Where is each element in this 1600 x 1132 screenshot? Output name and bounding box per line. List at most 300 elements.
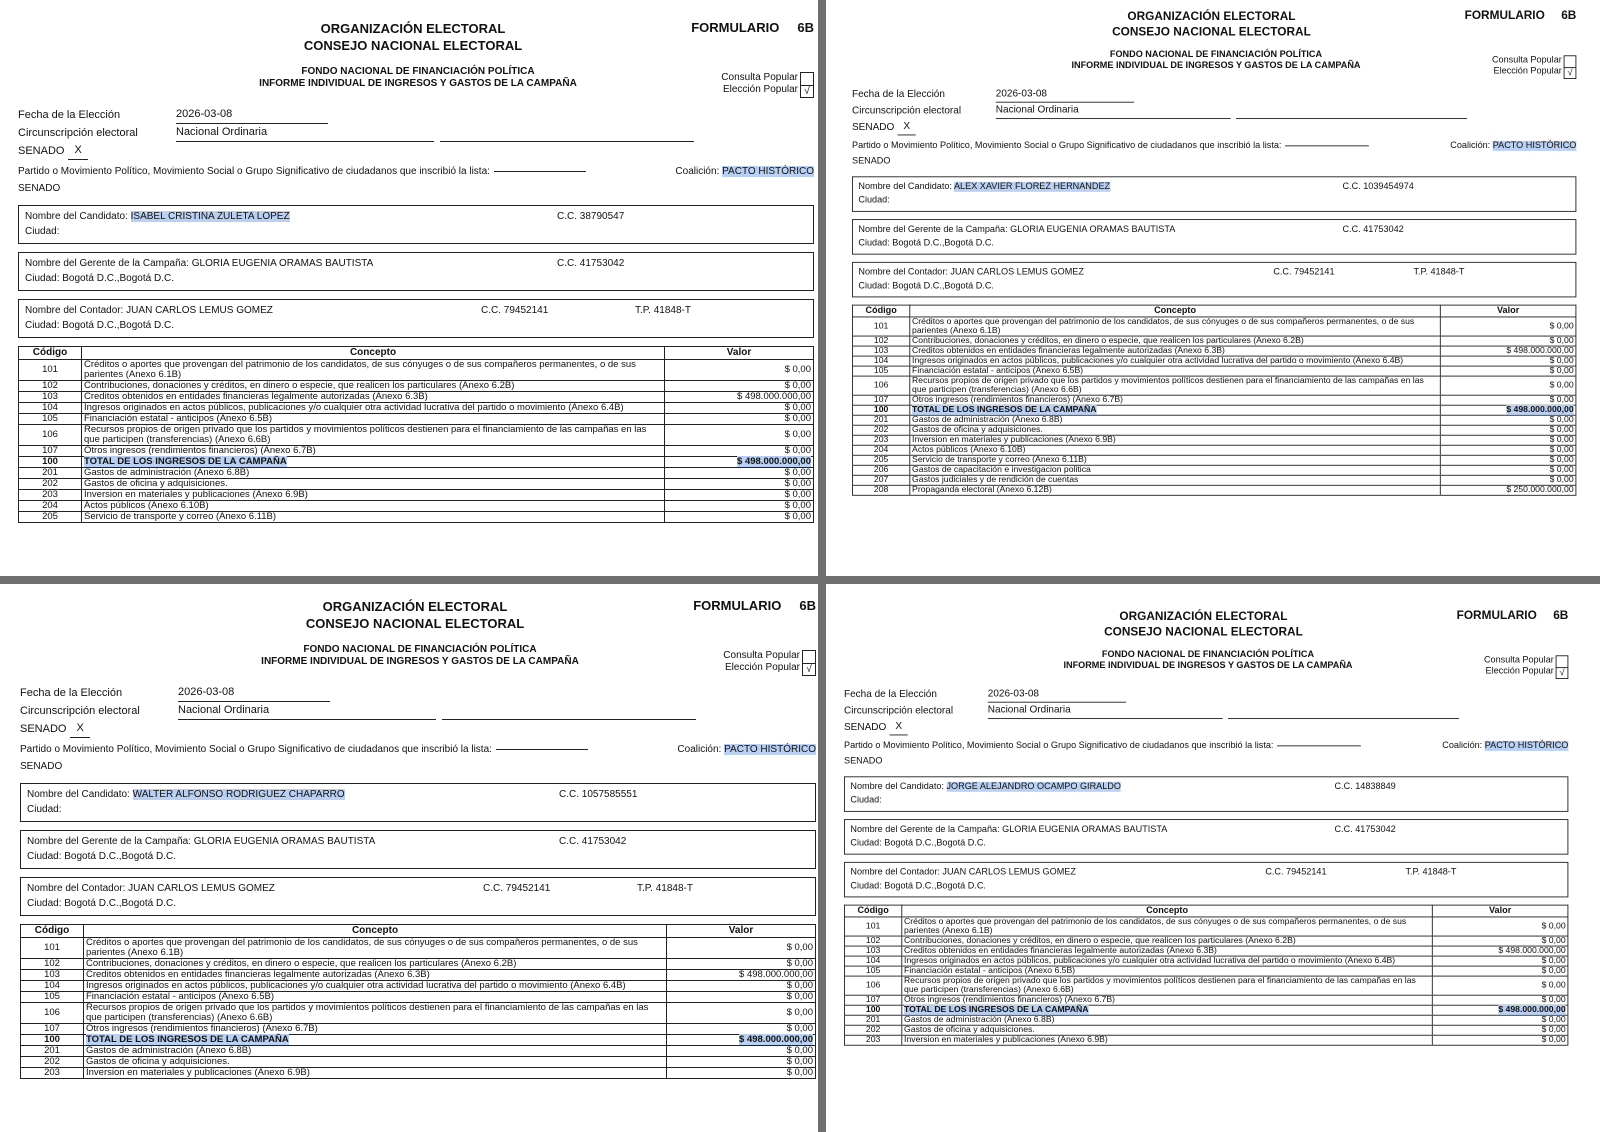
election-type-checkbox bbox=[800, 72, 814, 98]
row-codigo: 106 bbox=[21, 1003, 84, 1024]
form-header bbox=[18, 20, 814, 106]
contador-box bbox=[18, 299, 814, 338]
table-row bbox=[844, 1035, 1567, 1045]
election-meta bbox=[852, 86, 1576, 169]
col-valor: Valor bbox=[665, 347, 814, 360]
coalicion-label: Coalición: bbox=[677, 744, 722, 755]
col-codigo: Código bbox=[852, 305, 909, 317]
row-concepto: Gastos de oficina y adquisiciones. bbox=[904, 1024, 1035, 1035]
table-row bbox=[21, 1035, 816, 1046]
row-concepto: Recursos propios de origen privado que los partidos y movimientos políticos destienen para el financiamiento de las campañas en las que participen (transferencias) (Anexo 6.6B) bbox=[86, 1002, 649, 1023]
candidate-cc: C.C. 1039454974 bbox=[1342, 181, 1414, 192]
check-mark-icon: √ bbox=[1567, 68, 1573, 79]
row-codigo: 102 bbox=[21, 959, 84, 970]
row-codigo: 208 bbox=[852, 485, 909, 495]
table-row bbox=[21, 959, 816, 970]
row-concepto: Ingresos originados en actos públicos, publicaciones y/o cualquier otra actividad lucrativa del partido o movimiento (Anexo 6.4B) bbox=[904, 955, 1396, 966]
eleccion-popular-label: Elección Popular bbox=[1493, 66, 1562, 77]
row-concepto: Contribuciones, donaciones y créditos, en dinero o especie, que realicen los particulares (Anexo 6.2B) bbox=[84, 380, 515, 391]
formulario-code: 6B bbox=[1553, 608, 1569, 622]
table-row bbox=[21, 970, 816, 981]
row-valor: $ 250.000.000,00 bbox=[1506, 484, 1574, 495]
row-valor: $ 0,00 bbox=[784, 500, 811, 511]
coalicion-label: Coalición: bbox=[1442, 740, 1483, 751]
senado-line: SENADO bbox=[844, 756, 883, 767]
document-panel-1 bbox=[0, 0, 818, 576]
table-row bbox=[21, 1068, 816, 1079]
row-valor: $ 0,00 bbox=[1549, 424, 1574, 435]
row-concepto: Gastos de administración (Anexo 6.8B) bbox=[84, 467, 250, 478]
org-line-1: ORGANIZACIÓN ELECTORAL bbox=[322, 599, 508, 614]
form-6b-document bbox=[852, 8, 1576, 496]
consulta-popular-label: Consulta Popular bbox=[1491, 55, 1562, 66]
org-line-1: ORGANIZACIÓN ELECTORAL bbox=[320, 21, 506, 36]
senado-label: SENADO bbox=[20, 723, 67, 735]
election-meta bbox=[20, 684, 816, 775]
table-row bbox=[19, 414, 814, 425]
row-codigo: 105 bbox=[19, 414, 82, 425]
contador-ciudad: Ciudad: Bogotá D.C.,Bogotá D.C. bbox=[27, 898, 176, 909]
table-row bbox=[852, 485, 1575, 495]
circunscripcion-value: Nacional Ordinaria bbox=[988, 703, 1223, 719]
election-type bbox=[1492, 55, 1576, 77]
gerente-name: GLORIA EUGENIA ORAMAS BAUTISTA bbox=[191, 258, 374, 269]
contador-name: JUAN CARLOS LEMUS GOMEZ bbox=[126, 305, 273, 316]
row-concepto: Otros ingresos (rendimientos financieros) (Anexo 6.7B) bbox=[84, 445, 316, 456]
senado-mark: X bbox=[68, 142, 87, 160]
fondo-line-1: FONDO NACIONAL DE FINANCIACIÓN POLÍTICA bbox=[1109, 49, 1323, 60]
row-codigo: 101 bbox=[852, 317, 909, 336]
contador-box bbox=[852, 262, 1576, 297]
candidate-name: ISABEL CRISTINA ZULETA LOPEZ bbox=[130, 211, 290, 222]
table-row bbox=[19, 512, 814, 523]
table-row bbox=[852, 336, 1575, 346]
row-valor: $ 498.000.000,00 bbox=[1506, 404, 1574, 415]
row-codigo: 107 bbox=[21, 1024, 84, 1035]
table-row bbox=[852, 425, 1575, 435]
formulario-code: 6B bbox=[1561, 8, 1577, 22]
candidate-box bbox=[844, 776, 1568, 811]
election-type-checkbox bbox=[1556, 655, 1569, 679]
col-valor: Valor bbox=[667, 925, 816, 938]
row-codigo: 201 bbox=[21, 1046, 84, 1057]
row-valor: $ 0,00 bbox=[784, 478, 811, 489]
col-codigo: Código bbox=[844, 905, 901, 917]
circunscripcion-label: Circunscripción electoral bbox=[844, 705, 954, 717]
table-row bbox=[21, 1024, 816, 1035]
table-row bbox=[19, 403, 814, 414]
table-row bbox=[844, 1005, 1567, 1015]
election-type bbox=[1484, 655, 1568, 677]
row-concepto: Servicio de transporte y correo (Anexo 6.11B) bbox=[84, 511, 277, 522]
candidato-label: Nombre del Candidato: bbox=[850, 781, 944, 792]
row-concepto: Créditos o aportes que provengan del patrimonio de los candidatos, de sus cónyuges o de sus compañeros permanentes, o de sus parientes (Anexo 6.1B) bbox=[86, 937, 638, 958]
table-row bbox=[21, 992, 816, 1003]
row-concepto: Gastos de administración (Anexo 6.8B) bbox=[904, 1014, 1055, 1025]
senado-label: SENADO bbox=[844, 721, 887, 733]
candidate-cc: C.C. 14838849 bbox=[1334, 781, 1396, 792]
row-concepto: Ingresos originados en actos públicos, publicaciones y/o cualquier otra actividad lucrativa del partido o movimiento (Anexo 6.4B) bbox=[86, 980, 626, 991]
row-concepto: TOTAL DE LOS INGRESOS DE LA CAMPAÑA bbox=[84, 456, 287, 467]
table-row bbox=[852, 395, 1575, 405]
gerente-label: Nombre del Gerente de la Campaña: bbox=[858, 224, 1008, 235]
form-6b-document bbox=[18, 20, 814, 523]
fondo-line-1: FONDO NACIONAL DE FINANCIACIÓN POLÍTICA bbox=[1101, 649, 1315, 660]
row-valor: $ 0,00 bbox=[1549, 414, 1574, 425]
row-valor: $ 0,00 bbox=[786, 942, 813, 953]
contador-box bbox=[844, 862, 1568, 897]
col-valor: Valor bbox=[1440, 305, 1576, 317]
table-row bbox=[19, 381, 814, 392]
circunscripcion-line bbox=[442, 719, 696, 720]
fecha-label: Fecha de la Elección bbox=[20, 687, 123, 699]
row-concepto: Créditos o aportes que provengan del patrimonio de los candidatos, de sus cónyuges o de sus compañeros permanentes, o de sus parientes (Anexo 6.1B) bbox=[912, 316, 1415, 336]
row-concepto: Gastos de capacitación e investigacion politica bbox=[912, 464, 1091, 475]
gerente-cc: C.C. 41753042 bbox=[559, 836, 627, 847]
senado-line: SENADO bbox=[18, 183, 61, 194]
table-row bbox=[21, 1057, 816, 1068]
partido-label: Partido o Movimiento Político, Movimiento Social o Grupo Significativo de ciudadanos que inscribió la lista: bbox=[844, 740, 1274, 751]
table-row bbox=[844, 1015, 1567, 1025]
candidato-label: Nombre del Candidato: bbox=[858, 181, 952, 192]
check-mark-icon: √ bbox=[1559, 668, 1565, 679]
gerente-box bbox=[20, 830, 816, 869]
row-valor: $ 0,00 bbox=[784, 364, 811, 375]
fecha-value: 2026-03-08 bbox=[176, 106, 328, 124]
org-line-2: CONSEJO NACIONAL ELECTORAL bbox=[1104, 624, 1303, 639]
fondo-title bbox=[210, 644, 630, 668]
organization-title bbox=[1053, 608, 1353, 639]
fondo-line-2: INFORME INDIVIDUAL DE INGRESOS Y GASTOS DE LA CAMPAÑA bbox=[1071, 60, 1361, 71]
row-valor: $ 0,00 bbox=[1541, 935, 1566, 946]
coalicion-label: Coalición: bbox=[675, 166, 720, 177]
candidate-ciudad: Ciudad: bbox=[850, 795, 882, 806]
row-codigo: 207 bbox=[852, 475, 909, 485]
candidate-ciudad: Ciudad: bbox=[25, 226, 60, 237]
table-row bbox=[19, 490, 814, 501]
election-type-checkbox bbox=[1564, 55, 1577, 79]
fondo-title bbox=[1017, 650, 1399, 672]
table-row bbox=[852, 445, 1575, 455]
gerente-box bbox=[844, 819, 1568, 854]
row-valor: $ 0,00 bbox=[1549, 335, 1574, 346]
fecha-value: 2026-03-08 bbox=[178, 684, 330, 702]
table-row bbox=[852, 415, 1575, 425]
row-codigo: 102 bbox=[19, 381, 82, 392]
contador-box bbox=[20, 877, 816, 916]
senado-mark: X bbox=[890, 719, 908, 735]
row-valor: $ 0,00 bbox=[1541, 965, 1566, 976]
fondo-line-2: INFORME INDIVIDUAL DE INGRESOS Y GASTOS DE LA CAMPAÑA bbox=[1063, 660, 1353, 671]
row-codigo: 205 bbox=[19, 512, 82, 523]
table-row bbox=[844, 966, 1567, 976]
org-line-2: CONSEJO NACIONAL ELECTORAL bbox=[305, 616, 525, 631]
circunscripcion-label: Circunscripción electoral bbox=[852, 105, 962, 117]
row-valor: $ 0,00 bbox=[1541, 1034, 1566, 1045]
row-concepto: Inversion en materiales y publicaciones (Anexo 6.9B) bbox=[912, 434, 1116, 445]
row-codigo: 202 bbox=[21, 1057, 84, 1068]
formulario-code: 6B bbox=[797, 20, 814, 35]
row-codigo: 107 bbox=[844, 995, 901, 1005]
gerente-label: Nombre del Gerente de la Campaña: bbox=[27, 836, 191, 847]
row-concepto: Actos públicos (Anexo 6.10B) bbox=[84, 500, 209, 511]
row-concepto: Financiación estatal - anticipos (Anexo 6.5B) bbox=[84, 413, 272, 424]
row-codigo: 103 bbox=[844, 946, 901, 956]
contador-label: Nombre del Contador: bbox=[27, 883, 126, 894]
contador-cc: C.C. 79452141 bbox=[481, 305, 549, 316]
contador-label: Nombre del Contador: bbox=[858, 267, 948, 278]
table-row bbox=[21, 938, 816, 959]
row-valor: $ 0,00 bbox=[786, 1056, 813, 1067]
form-code bbox=[1457, 608, 1569, 622]
fondo-line-1: FONDO NACIONAL DE FINANCIACIÓN POLÍTICA bbox=[303, 644, 537, 655]
row-valor: $ 0,00 bbox=[784, 402, 811, 413]
circunscripcion-line bbox=[440, 141, 694, 142]
row-concepto: Contribuciones, donaciones y créditos, en dinero o especie, que realicen los particulares (Anexo 6.2B) bbox=[86, 958, 517, 969]
row-valor: $ 0,00 bbox=[1549, 464, 1574, 475]
check-mark-icon: √ bbox=[806, 664, 812, 675]
circunscripcion-value: Nacional Ordinaria bbox=[178, 702, 436, 720]
col-concepto: Concepto bbox=[910, 305, 1441, 317]
contador-name: JUAN CARLOS LEMUS GOMEZ bbox=[950, 267, 1084, 278]
senado-line: SENADO bbox=[852, 156, 891, 167]
form-code bbox=[691, 20, 814, 35]
row-codigo: 205 bbox=[852, 455, 909, 465]
row-valor: $ 0,00 bbox=[786, 991, 813, 1002]
row-concepto: Gastos de administración (Anexo 6.8B) bbox=[86, 1045, 252, 1056]
table-row bbox=[19, 392, 814, 403]
table-row bbox=[19, 360, 814, 381]
row-codigo: 106 bbox=[852, 376, 909, 395]
formulario-label: FORMULARIO bbox=[1464, 8, 1545, 22]
row-valor: $ 498.000.000,00 bbox=[739, 1034, 813, 1045]
table-row bbox=[844, 976, 1567, 995]
table-row bbox=[844, 946, 1567, 956]
candidate-box bbox=[18, 205, 814, 244]
row-valor: $ 0,00 bbox=[784, 429, 811, 440]
row-codigo: 203 bbox=[852, 435, 909, 445]
table-row bbox=[21, 1046, 816, 1057]
candidate-cc: C.C. 1057585551 bbox=[559, 789, 638, 800]
circunscripcion-value: Nacional Ordinaria bbox=[176, 124, 434, 142]
gerente-name: GLORIA EUGENIA ORAMAS BAUTISTA bbox=[193, 836, 376, 847]
contador-cc: C.C. 79452141 bbox=[1273, 267, 1335, 278]
table-row bbox=[852, 435, 1575, 445]
coalicion-value: PACTO HISTÓRICO bbox=[1484, 740, 1569, 751]
election-type bbox=[721, 72, 814, 96]
organization-title bbox=[250, 598, 580, 632]
row-concepto: Inversion en materiales y publicaciones (Anexo 6.9B) bbox=[84, 489, 308, 500]
row-concepto: Creditos obtenidos en entidades financieras legalmente autorizadas (Anexo 6.3B) bbox=[84, 391, 428, 402]
election-meta bbox=[844, 686, 1568, 769]
row-concepto: Recursos propios de origen privado que los partidos y movimientos políticos destienen para el financiamiento de las campañas en las que participen (transferencias) (Anexo 6.6B) bbox=[84, 424, 647, 445]
ingresos-gastos-table bbox=[20, 924, 816, 1079]
gerente-name: GLORIA EUGENIA ORAMAS BAUTISTA bbox=[1010, 224, 1176, 235]
row-concepto: Creditos obtenidos en entidades financieras legalmente autorizadas (Anexo 6.3B) bbox=[912, 345, 1225, 356]
row-valor: $ 0,00 bbox=[1541, 1014, 1566, 1025]
row-valor: $ 0,00 bbox=[1541, 994, 1566, 1005]
contador-tp: T.P. 41848-T bbox=[635, 305, 691, 316]
partido-line bbox=[18, 163, 814, 180]
row-valor: $ 0,00 bbox=[1549, 321, 1574, 332]
table-row bbox=[852, 356, 1575, 366]
row-concepto: Financiación estatal - anticipos (Anexo 6.5B) bbox=[904, 965, 1076, 976]
row-concepto: Recursos propios de origen privado que los partidos y movimientos políticos destienen para el financiamiento de las campañas en las que participen (transferencias) (Anexo 6.6B) bbox=[904, 975, 1416, 995]
fecha-label: Fecha de la Elección bbox=[852, 88, 945, 100]
gerente-cc: C.C. 41753042 bbox=[1342, 224, 1404, 235]
row-valor: $ 0,00 bbox=[786, 958, 813, 969]
table-row bbox=[844, 1025, 1567, 1035]
senado-label: SENADO bbox=[852, 121, 895, 133]
row-valor: $ 498.000.000,00 bbox=[739, 969, 813, 980]
row-concepto: Ingresos originados en actos públicos, publicaciones y/o cualquier otra actividad lucrativa del partido o movimiento (Anexo 6.4B) bbox=[912, 355, 1404, 366]
formulario-code: 6B bbox=[799, 598, 816, 613]
formulario-label: FORMULARIO bbox=[693, 598, 782, 613]
table-row bbox=[852, 376, 1575, 395]
org-line-1: ORGANIZACIÓN ELECTORAL bbox=[1127, 8, 1296, 23]
row-codigo: 201 bbox=[852, 415, 909, 425]
gerente-ciudad: Ciudad: Bogotá D.C.,Bogotá D.C. bbox=[850, 838, 986, 849]
partido-line bbox=[20, 741, 816, 758]
formulario-label: FORMULARIO bbox=[691, 20, 780, 35]
row-valor: $ 0,00 bbox=[1541, 955, 1566, 966]
gerente-box bbox=[852, 219, 1576, 254]
election-type-checkbox bbox=[802, 650, 816, 676]
organization-title bbox=[1061, 8, 1361, 39]
table-row bbox=[19, 425, 814, 446]
eleccion-popular-label: Elección Popular bbox=[722, 84, 798, 95]
circunscripcion-label: Circunscripción electoral bbox=[20, 705, 140, 717]
formulario-label: FORMULARIO bbox=[1456, 608, 1537, 622]
row-codigo: 106 bbox=[844, 976, 901, 995]
fecha-value: 2026-03-08 bbox=[988, 686, 1126, 702]
consulta-popular-label: Consulta Popular bbox=[721, 72, 798, 83]
eleccion-popular-label: Elección Popular bbox=[724, 662, 800, 673]
row-codigo: 201 bbox=[844, 1015, 901, 1025]
partido-line bbox=[844, 738, 1568, 753]
fecha-value: 2026-03-08 bbox=[996, 86, 1134, 102]
contador-ciudad: Ciudad: Bogotá D.C.,Bogotá D.C. bbox=[858, 281, 994, 292]
row-codigo: 100 bbox=[844, 1005, 901, 1015]
gerente-cc: C.C. 41753042 bbox=[557, 258, 625, 269]
row-codigo: 105 bbox=[21, 992, 84, 1003]
col-codigo: Código bbox=[19, 347, 82, 360]
contador-tp: T.P. 41848-T bbox=[1413, 267, 1465, 278]
table-row bbox=[21, 1003, 816, 1024]
row-codigo: 100 bbox=[852, 405, 909, 415]
org-line-2: CONSEJO NACIONAL ELECTORAL bbox=[303, 38, 523, 53]
partido-label: Partido o Movimiento Político, Movimiento Social o Grupo Significativo de ciudadanos que inscribió la lista: bbox=[20, 744, 492, 755]
coalicion-label: Coalición: bbox=[1450, 140, 1491, 151]
candidato-label: Nombre del Candidato: bbox=[25, 211, 128, 222]
fecha-label: Fecha de la Elección bbox=[844, 688, 937, 700]
row-valor: $ 0,00 bbox=[1549, 474, 1574, 485]
candidate-name: JORGE ALEJANDRO OCAMPO GIRALDO bbox=[946, 781, 1121, 792]
row-valor: $ 0,00 bbox=[784, 489, 811, 500]
ingresos-gastos-table bbox=[18, 346, 814, 523]
contador-name: JUAN CARLOS LEMUS GOMEZ bbox=[942, 867, 1076, 878]
check-mark-icon: √ bbox=[804, 86, 810, 97]
row-concepto: Otros ingresos (rendimientos financieros) (Anexo 6.7B) bbox=[904, 994, 1115, 1005]
contador-cc: C.C. 79452141 bbox=[483, 883, 551, 894]
gerente-cc: C.C. 41753042 bbox=[1334, 824, 1396, 835]
row-valor: $ 498.000.000,00 bbox=[1498, 1004, 1566, 1015]
row-concepto: Otros ingresos (rendimientos financieros) (Anexo 6.7B) bbox=[912, 394, 1123, 405]
fondo-title bbox=[208, 66, 628, 90]
row-valor: $ 0,00 bbox=[1549, 365, 1574, 376]
row-valor: $ 0,00 bbox=[784, 445, 811, 456]
row-valor: $ 0,00 bbox=[1549, 380, 1574, 391]
row-valor: $ 0,00 bbox=[1549, 444, 1574, 455]
row-concepto: Creditos obtenidos en entidades financieras legalmente autorizadas (Anexo 6.3B) bbox=[86, 969, 430, 980]
row-codigo: 203 bbox=[844, 1035, 901, 1045]
fondo-line-2: INFORME INDIVIDUAL DE INGRESOS Y GASTOS DE LA CAMPAÑA bbox=[261, 656, 579, 667]
row-valor: $ 0,00 bbox=[786, 1045, 813, 1056]
col-concepto: Concepto bbox=[82, 347, 665, 360]
row-codigo: 107 bbox=[852, 395, 909, 405]
row-valor: $ 0,00 bbox=[786, 1007, 813, 1018]
row-concepto: Gastos de oficina y adquisiciones. bbox=[86, 1056, 230, 1067]
row-valor: $ 0,00 bbox=[1549, 434, 1574, 445]
contador-label: Nombre del Contador: bbox=[850, 867, 940, 878]
row-valor: $ 0,00 bbox=[1549, 394, 1574, 405]
row-concepto: Gastos de oficina y adquisiciones. bbox=[84, 478, 228, 489]
row-concepto: Créditos o aportes que provengan del patrimonio de los candidatos, de sus cónyuges o de sus compañeros permanentes, o de sus parientes (Anexo 6.1B) bbox=[84, 359, 636, 380]
contador-label: Nombre del Contador: bbox=[25, 305, 124, 316]
candidate-box bbox=[20, 783, 816, 822]
form-header bbox=[20, 598, 816, 684]
circunscripcion-line bbox=[1236, 118, 1467, 119]
row-codigo: 203 bbox=[21, 1068, 84, 1079]
table-row bbox=[19, 479, 814, 490]
coalicion-value: PACTO HISTÓRICO bbox=[724, 744, 816, 755]
contador-tp: T.P. 41848-T bbox=[1405, 867, 1457, 878]
table-row bbox=[844, 917, 1567, 936]
candidate-name: ALEX XAVIER FLOREZ HERNANDEZ bbox=[953, 181, 1111, 192]
row-codigo: 102 bbox=[844, 936, 901, 946]
row-codigo: 104 bbox=[19, 403, 82, 414]
senado-mark: X bbox=[898, 119, 916, 135]
senado-mark: X bbox=[70, 720, 89, 738]
table-row bbox=[852, 465, 1575, 475]
eleccion-popular-label: Elección Popular bbox=[1485, 666, 1554, 677]
row-codigo: 101 bbox=[844, 917, 901, 936]
row-valor: $ 0,00 bbox=[1541, 1024, 1566, 1035]
ingresos-gastos-table bbox=[852, 305, 1576, 496]
row-concepto: Créditos o aportes que provengan del patrimonio de los candidatos, de sus cónyuges o de sus compañeros permanentes, o de sus parientes (Anexo 6.1B) bbox=[904, 916, 1407, 936]
senado-line: SENADO bbox=[20, 761, 63, 772]
gerente-label: Nombre del Gerente de la Campaña: bbox=[850, 824, 1000, 835]
row-codigo: 201 bbox=[19, 468, 82, 479]
document-panel-3 bbox=[0, 584, 818, 1132]
fondo-line-1: FONDO NACIONAL DE FINANCIACIÓN POLÍTICA bbox=[301, 66, 535, 77]
row-concepto: Financiación estatal - anticipos (Anexo 6.5B) bbox=[912, 365, 1084, 376]
row-valor: $ 498.000.000,00 bbox=[737, 391, 811, 402]
row-codigo: 107 bbox=[19, 446, 82, 457]
coalicion-value: PACTO HISTÓRICO bbox=[722, 166, 814, 177]
contador-tp: T.P. 41848-T bbox=[637, 883, 693, 894]
row-codigo: 100 bbox=[21, 1035, 84, 1046]
row-valor: $ 0,00 bbox=[1549, 355, 1574, 366]
candidate-box bbox=[852, 176, 1576, 211]
row-codigo: 101 bbox=[21, 938, 84, 959]
coalicion-value: PACTO HISTÓRICO bbox=[1492, 140, 1577, 151]
row-concepto: Gastos judiciales y de rendición de cuentas bbox=[912, 474, 1079, 485]
row-codigo: 104 bbox=[852, 356, 909, 366]
circunscripcion-value: Nacional Ordinaria bbox=[996, 103, 1231, 119]
table-row bbox=[21, 981, 816, 992]
table-row bbox=[844, 936, 1567, 946]
